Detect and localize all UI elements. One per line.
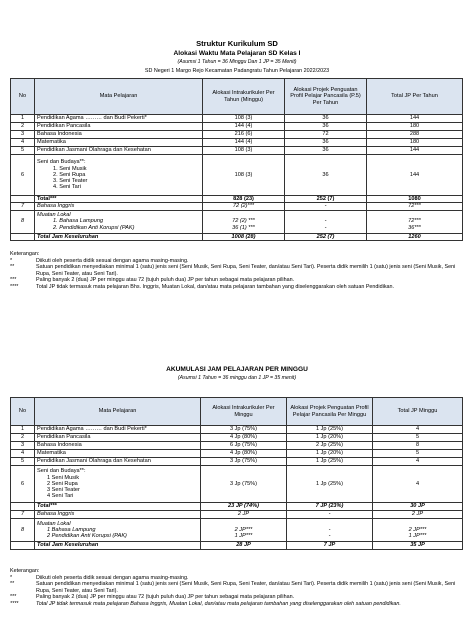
header-subject: Mata Pelajaran <box>35 79 203 115</box>
row-no: 7 <box>11 203 35 210</box>
grand-label: Total Jam Keseluruhan <box>35 542 201 550</box>
table-grand-total-row <box>11 542 463 550</box>
note-item <box>10 284 462 291</box>
row-intra: 2 JP <box>201 511 287 519</box>
note-key: * <box>10 574 13 581</box>
grand-label: Total Jam Keseluruhan <box>35 233 203 240</box>
row-total: 180 <box>367 123 463 131</box>
table-row-arts <box>11 155 463 196</box>
table-row <box>11 450 463 458</box>
arts-item: 4 Seni Tari <box>47 493 74 500</box>
local-p5: - <box>328 526 331 533</box>
row-intra: 3 Jp (75%) <box>201 466 287 503</box>
row-p5: 36 <box>285 147 367 155</box>
local-intra: 36 (1) *** <box>232 224 255 231</box>
table-row-arts <box>11 466 463 503</box>
note-key: **** <box>10 283 19 290</box>
arts-label: Seni dan Budaya**: <box>37 159 86 166</box>
local-total: 72*** <box>408 218 421 225</box>
row-total: 5 <box>373 450 463 458</box>
local-intra: 1 JP*** <box>234 533 253 540</box>
header-intra: Alokasi Intrakurikuler Per Tahun (Minggu) <box>203 79 285 115</box>
row-subject: Matematika <box>35 139 203 147</box>
header-subject: Mata Pelajaran <box>35 398 201 426</box>
note-key: **** <box>10 600 19 607</box>
row-subject: Bahasa Inggris <box>35 511 201 519</box>
table-header-row <box>11 398 463 426</box>
table-annual-allocation <box>10 78 463 241</box>
local-item: 1. Bahasa Lampung <box>53 218 104 225</box>
table-weekly-allocation <box>10 397 463 550</box>
note-item <box>10 277 462 284</box>
row-subject: Bahasa Indonesia <box>35 131 203 139</box>
row-subject: Pendidikan Pancasila <box>35 123 203 131</box>
local-total-cell <box>373 519 463 542</box>
arts-item: 3 Seni Teater <box>47 487 80 494</box>
notes-heading: Keterangan: <box>10 251 40 257</box>
local-subject-cell <box>35 210 203 233</box>
row-subject: Pendidikan Pancasila <box>35 434 201 442</box>
note-item <box>10 264 462 277</box>
local-item: 2 Pendidikan Anti Korupsi (PAK) <box>47 533 127 540</box>
local-p5-cell <box>287 519 373 542</box>
grand-total: 35 JP <box>373 542 463 550</box>
arts-item: 4. Seni Tari <box>53 184 81 191</box>
row-total: 144 <box>367 115 463 123</box>
table-header-row <box>11 79 463 115</box>
row-subject: Pendidikan Agama ……… dan Budi Pekerti* <box>35 426 201 434</box>
note-text: Diikuti oleh peserta didik sesuai dengan agama masing-masing. <box>36 257 189 264</box>
row-p5: 2 Jp (25%) <box>287 442 373 450</box>
note-text: Paling banyak 2 (dua) JP per minggu atau 72 (tujuh puluh dua) JP per tahun sebagai mata pelajaran pilihan. <box>36 277 295 284</box>
header-no: No <box>11 398 35 426</box>
empty-cell <box>11 233 35 240</box>
row-no: 4 <box>11 450 35 458</box>
row-total: 8 <box>373 442 463 450</box>
row-total: 4 <box>373 426 463 434</box>
doc1-title: Struktur Kurikulum SD <box>196 39 278 48</box>
row-p5: 1 Jp (20%) <box>287 450 373 458</box>
grand-p5: 7 JP <box>287 542 373 550</box>
total-total: 30 JP <box>373 503 463 511</box>
total-label: Total*** <box>35 503 201 511</box>
header-intra: Alokasi Intrakurikuler Per Minggu <box>201 398 287 426</box>
row-total: 144 <box>367 147 463 155</box>
row-p5: 1 Jp (25%) <box>287 466 373 503</box>
grand-intra: 1008 (28) <box>203 233 285 240</box>
row-p5: 1 Jp (25%) <box>287 458 373 466</box>
local-p5-cell <box>285 210 367 233</box>
row-intra: 108 (3) <box>203 147 285 155</box>
local-item: 1 Bahasa Lampung <box>47 526 96 533</box>
table-total-row <box>11 503 463 511</box>
note-item <box>10 594 462 601</box>
local-p5: - <box>328 533 331 540</box>
table-row <box>11 115 463 123</box>
note-key: * <box>10 257 13 264</box>
table-row <box>11 139 463 147</box>
notes-block-2 <box>10 568 462 608</box>
table-row <box>11 123 463 131</box>
row-no: 1 <box>11 426 35 434</box>
notes-block-1 <box>10 251 462 291</box>
note-key: *** <box>10 594 17 601</box>
row-subject: Matematika <box>35 450 201 458</box>
local-total-cell <box>367 210 463 233</box>
table-row-local <box>11 519 463 542</box>
grand-p5: 252 (7) <box>285 233 367 240</box>
header-total: Total JP Per Tahun <box>367 79 463 115</box>
note-key: ** <box>10 264 15 271</box>
table-row <box>11 131 463 139</box>
table-row-english <box>11 203 463 210</box>
row-no: 5 <box>11 147 35 155</box>
note-text: Satuan pendidikan menyediakan minimal 1 (satu) jenis seni (Seni Musik, Seni Rupa, Seni Teater, dan/atau Seni Tari). Peserta didik memilih 1 (satu) jenis seni (Seni Musik, Seni Rupa, Seni Teater, atau Seni Tari). <box>36 264 456 277</box>
row-p5: 1 Jp (25%) <box>287 426 373 434</box>
note-text: Total JP tidak termasuk mata pelajaran Bhs. Inggris, Muatan Lokal, dan/atau mata pelajaran tambahan yang diselenggarakan oleh satuan Pendidikan. <box>36 283 395 290</box>
row-intra: 6 Jp (75%) <box>201 442 287 450</box>
arts-label: Seni dan Budaya**: <box>37 468 86 475</box>
row-no: 7 <box>11 511 35 519</box>
doc1-assumption: (Asumsi 1 Tahun = 36 Minggu Dan 1 JP = 35 Menit) <box>177 59 297 65</box>
empty-cell <box>11 503 35 511</box>
header-p5: Alokasi Projek Penguatan Profil Pelajar Pancasila Per Minggu <box>287 398 373 426</box>
doc2-title: AKUMULASI JAM PELAJARAN PER MINGGU <box>166 366 308 373</box>
row-p5: 1 Jp (20%) <box>287 434 373 442</box>
local-total: 1 JP*** <box>408 533 427 540</box>
local-p5: - <box>324 218 327 225</box>
row-total: 288 <box>367 131 463 139</box>
empty-cell <box>11 196 35 203</box>
header-total: Total JP Minggu <box>373 398 463 426</box>
row-no: 8 <box>11 210 35 233</box>
local-item: 2. Pendidikan Anti Korupsi (PAK) <box>53 224 135 231</box>
row-no: 3 <box>11 131 35 139</box>
total-intra: 828 (23) <box>203 196 285 203</box>
row-no: 1 <box>11 115 35 123</box>
local-label: Muatan Lokal <box>37 212 71 219</box>
local-subject-cell <box>35 519 201 542</box>
arts-item: 3. Seni Teater <box>53 178 88 185</box>
row-no: 6 <box>11 466 35 503</box>
table-row-local <box>11 210 463 233</box>
row-intra: 3 Jp (75%) <box>201 426 287 434</box>
header-p5: Alokasi Projek Penguatan Profil Pelajar Pancasila (P.5) Per Tahun <box>285 79 367 115</box>
row-intra: 4 Jp (80%) <box>201 450 287 458</box>
local-intra: 2 JP*** <box>234 526 253 533</box>
row-no: 2 <box>11 434 35 442</box>
table-row <box>11 458 463 466</box>
table-row <box>11 426 463 434</box>
row-no: 3 <box>11 442 35 450</box>
row-intra: 3 Jp (75%) <box>201 458 287 466</box>
note-text: Diikuti oleh peserta didik sesuai dengan agama masing-masing. <box>36 574 189 581</box>
row-no: 5 <box>11 458 35 466</box>
row-no: 6 <box>11 155 35 196</box>
row-intra: 216 (6) <box>203 131 285 139</box>
table-row <box>11 147 463 155</box>
row-intra: 4 Jp (80%) <box>201 434 287 442</box>
row-no: 8 <box>11 519 35 542</box>
local-p5: - <box>324 224 327 231</box>
local-total: 36*** <box>408 224 421 231</box>
row-subject: Pendidikan Jasmani Olahraga dan Kesehatan <box>35 147 203 155</box>
arts-item: 1. Seni Musik <box>53 165 87 172</box>
empty-cell <box>11 542 35 550</box>
note-item <box>10 601 462 608</box>
total-p5: 7 JP (23%) <box>287 503 373 511</box>
arts-item: 2. Seni Rupa <box>53 171 86 178</box>
doc2-assumption: (Asumsi 1 Tahun = 36 minggu dan 1 JP = 35 menit) <box>177 375 297 381</box>
note-key: *** <box>10 277 17 284</box>
row-subject: Bahasa Inggris <box>35 203 203 210</box>
note-item <box>10 581 462 594</box>
table-row-english <box>11 511 463 519</box>
doc1-subtitle: Alokasi Waktu Mata Pelajaran SD Kelas I <box>173 50 301 57</box>
arts-item: 2 Seni Rupa <box>47 480 78 487</box>
note-text: Total JP tidak termasuk mata pelajaran Bahasa Inggris, Muatan Lokal, dan/atau mata pelajaran tambahan yang diselenggarakan oleh satuan pendidikan. <box>36 600 401 607</box>
row-intra: 72 (2)*** <box>203 203 285 210</box>
row-total: 2 JP <box>373 511 463 519</box>
total-label: Total*** <box>35 196 203 203</box>
row-total: 4 <box>373 458 463 466</box>
local-intra-cell <box>201 519 287 542</box>
grand-intra: 28 JP <box>201 542 287 550</box>
local-intra-cell <box>203 210 285 233</box>
table-row <box>11 442 463 450</box>
row-subject: Pendidikan Agama ……… dan Budi Pekerti* <box>35 115 203 123</box>
table-total-row <box>11 196 463 203</box>
row-no: 2 <box>11 123 35 131</box>
doc1-school: SD Negeri 1 Margo Rejo Kecamatan Padangratu Tahun Pelajaran 2022/2023 <box>144 68 330 74</box>
row-p5: 36 <box>285 155 367 196</box>
arts-subject-cell <box>35 466 201 503</box>
local-total: 2 JP*** <box>408 526 427 533</box>
note-text: Paling banyak 2 (dua) JP per minggu atau 72 (tujuh puluh dua) JP per tahun sebagai mata pelajaran pilihan. <box>36 594 295 601</box>
row-total: 180 <box>367 139 463 147</box>
notes-heading: Keterangan: <box>10 568 40 574</box>
note-item <box>10 575 462 582</box>
row-no: 4 <box>11 139 35 147</box>
grand-total: 1260 <box>367 233 463 240</box>
header-no: No <box>11 79 35 115</box>
row-p5: - <box>287 511 373 519</box>
row-p5: 36 <box>285 115 367 123</box>
note-key: ** <box>10 581 15 588</box>
row-total: 144 <box>367 155 463 196</box>
total-intra: 23 JP (74%) <box>201 503 287 511</box>
note-text: Satuan pendidikan menyediakan minimal 1 (satu) jenis seni (Seni Musik, Seni Rupa, Seni Teater, dan/atau Seni Tari). Peserta didik memilih 1 (satu) jenis seni (Seni Musik, Seni Rupa, Seni Teater, atau Seni Tari). <box>36 581 456 594</box>
row-subject: Bahasa Indonesia <box>35 442 201 450</box>
local-label: Muatan Lokal <box>37 520 71 527</box>
arts-subject-cell <box>35 155 203 196</box>
local-intra: 72 (2) *** <box>232 218 255 225</box>
row-p5: 36 <box>285 123 367 131</box>
row-total: 72*** <box>367 203 463 210</box>
table-row <box>11 434 463 442</box>
table-grand-total-row <box>11 233 463 240</box>
row-p5: - <box>285 203 367 210</box>
total-total: 1080 <box>367 196 463 203</box>
row-total: 5 <box>373 434 463 442</box>
row-total: 4 <box>373 466 463 503</box>
row-intra: 108 (3) <box>203 155 285 196</box>
row-intra: 144 (4) <box>203 123 285 131</box>
row-p5: 72 <box>285 131 367 139</box>
row-intra: 108 (3) <box>203 115 285 123</box>
row-p5: 36 <box>285 139 367 147</box>
row-intra: 144 (4) <box>203 139 285 147</box>
arts-item: 1 Seni Musik <box>47 474 80 481</box>
row-subject: Pendidikan Jasmani Olahraga dan Kesehatan <box>35 458 201 466</box>
total-p5: 252 (7) <box>285 196 367 203</box>
note-item <box>10 258 462 265</box>
